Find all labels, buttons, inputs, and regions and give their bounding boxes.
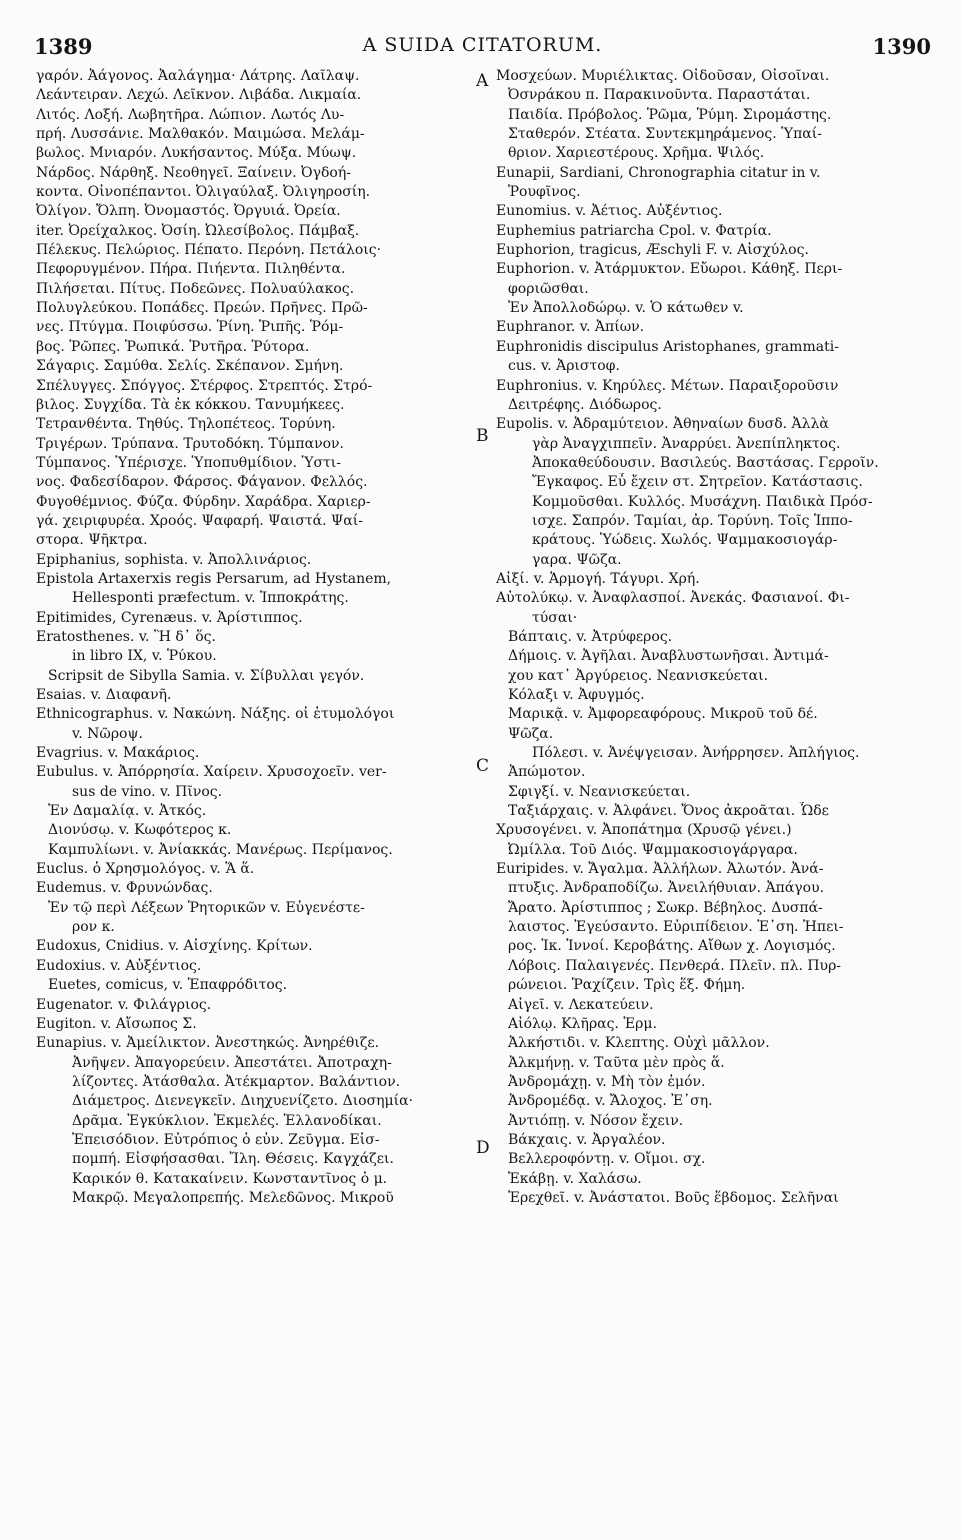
text-line: κράτους. Ὑώδεις. Χωλός. Ψαμμακοσιογάρ- (532, 532, 838, 549)
text-line: γαρόν. Ἀάγονος. Ἀαλάγημα· Λάτρης. Λαῖλαψ. (36, 68, 360, 84)
text-line: κοντα. Οἰνοπέπαντοι. Ὀλιγαύλαξ. Ὀλιγηροσίη. (36, 184, 371, 201)
text-line: Αὐτολύκῳ. v. Ἀναφλασποί. Ἀνεκάς. Φασιανοί. Φι- (496, 590, 850, 607)
text-line: Ἀνῆψεν. Ἀπαγορεύειν. Ἀπεστάτει. Ἀποτραχη- (72, 1054, 392, 1071)
text-line: Epistola Artaxerxis regis Persarum, ad Hystanem, (36, 570, 392, 587)
text-line: Πέλεκυς. Πελώριος. Πέπατο. Περόνη. Πετάλοις· (36, 242, 382, 259)
text-line: Eunapius. v. Ἀμείλικτον. Ἀνεστηκώς. Ἀνηρέθιζε. (36, 1035, 380, 1052)
text-line: Ἀπώμοτον. (508, 764, 586, 781)
text-line: Σταθερόν. Στέατα. Συντεκμηράμενος. Ὑπαί- (508, 126, 822, 143)
text-line: λαιστος. Ἐγεύσαντο. Εὐριπίδειον. Ἐ᾽ση. Ἠπει- (508, 919, 844, 936)
text-line: Ψῶζα. (508, 725, 554, 742)
text-line: Ῥουφῖνος. (508, 184, 581, 201)
text-line: Ἐπεισόδιον. Εὐτρόπιος ὁ εὐν. Ζεῦγμα. Εἰσ- (72, 1131, 380, 1148)
text-line: Euclus. ὁ Χρησμολόγος. v. Ἅ ἅ. (36, 861, 255, 878)
text-line: Ὀλίγον. Ὄλπη. Ὀνομαστός. Ὀργυιά. Ὀρεία. (36, 203, 341, 220)
text-line: Ἀλκήστιδι. v. Κλεπτης. Οὐχὶ μᾶλλον. (508, 1035, 770, 1052)
running-title: A SUIDA CITATORUM. (362, 34, 603, 56)
text-line: τύσαι· (532, 609, 578, 626)
text-line: Epitimides, Cyrenæus. v. Ἀρίστιππος. (36, 609, 303, 626)
text-line: iter. Ὀρείχαλκος. Ὀσίη. Ὠλεσίβολος. Πάμβαξ. (36, 222, 360, 239)
text-line: πομπή. Εἰσφήσασθαι. Ἴλη. Θέσεις. Καγχάζει. (72, 1151, 394, 1168)
right-column (496, 67, 933, 1208)
text-line: Αἰγεῖ. v. Λεκατεύειν. (508, 996, 654, 1013)
text-line: πτυξις. Ἀνδραποδίζω. Ἀνειλήθυιαν. Ἀπάγου. (508, 880, 825, 897)
text-line: Evagrius. v. Μακάριος. (36, 745, 200, 762)
text-line: Euphemius patriarcha Cpol. v. Φατρία. (496, 222, 772, 239)
text-line: γά. χειριφυρέα. Χροός. Ψαφαρή. Ψαιστά. Ψαί- (36, 512, 363, 529)
left-column (36, 67, 469, 1208)
text-line: Τριγέρων. Τρύπανα. Τρυτοδόκη. Τύμπανον. (36, 435, 344, 452)
text-line: Hellesponti præfectum. v. Ἱπποκράτης. (72, 590, 349, 607)
text-line: Euphranor. v. Ἀπίων. (496, 319, 645, 336)
text-line: Καρικόν θ. Κατακαίνειν. Κωνσταντῖνος ὁ μ. (72, 1170, 388, 1187)
text-line: Καμπυλίωνι. v. Ἀνίακκάς. Μανέρως. Περίμανος. (48, 841, 393, 858)
text-line: cus. v. Ἀριστοφ. (508, 358, 620, 375)
text-line: Τετρανθέντα. Τηθύς. Τηλοπέτεος. Τορύνη. (36, 416, 336, 433)
text-line: Δρᾶμα. Ἐγκύκλιον. Ἐκμελές. Ἑλλανοδίκαι. (72, 1112, 382, 1129)
text-line: βωλος. Μνιαρόν. Λυκήσαντος. Μύξα. Μύωψ. (36, 145, 357, 162)
text-line: ισχε. Σαπρόν. Ταμίαι, ἀρ. Τορύνη. Τοῖς Ἱππο- (532, 512, 853, 529)
text-line: Eudoxius. v. Αὐξέντιος. (36, 957, 202, 974)
text-line: Βάπταις. v. Ἀτρύφερος. (508, 628, 673, 645)
text-line: ρον κ. (72, 919, 115, 936)
text-line: Βάκχαις. v. Ἀργαλέον. (508, 1131, 666, 1148)
text-line: Eunapii, Sardiani, Chronographia citatur in v. (496, 164, 821, 181)
text-line: γὰρ Ἀναγχιππεῖν. Ἀναρρύει. Ἀνεπίπληκτος. (532, 435, 841, 452)
text-line: sus de vino. v. Πῖνος. (72, 783, 223, 800)
text-line: Eugiton. v. Αἴσωπος Σ. (36, 1015, 197, 1032)
text-line: Παιδία. Πρόβολος. Ῥῶμα, Ῥύμη. Σιρομάστης. (508, 106, 832, 123)
text-line: Eunomius. v. Ἀέτιος. Αὐξέντιος. (496, 203, 723, 220)
text-line: Euetes, comicus, v. Ἐπαφρόδιτος. (48, 977, 288, 994)
text-line: Νάρδος. Νάρθηξ. Νεοθηγεῖ. Ξαίνειν. Ὀγδοή- (36, 164, 351, 181)
text-line: Euphorion, tragicus, Æschyli F. v. Αἰσχύλος. (496, 242, 809, 259)
page-header (34, 34, 931, 60)
text-line: ρος. Ἱκ. Ἰννοί. Κεροβάτης. Αἴθων χ. Λογισμός. (508, 938, 836, 955)
text-line: φοριῶσθαι. (508, 280, 589, 297)
text-line: Ἐν Δαμαλίᾳ. v. Ἀτκός. (48, 803, 207, 820)
text-line: χου κατ᾽ Ἀργύρειος. Νεανισκεύεται. (508, 667, 769, 684)
text-line: Μοσχεύων. Μυριέλικτας. Οἰδοῦσαν, Οἰσοῖναι. (496, 68, 830, 84)
text-line: Μαρικᾷ. v. Ἀμφορεαφόρους. Μικροῦ τοῦ δέ. (508, 706, 818, 723)
text-line: Ἀνδρομέδᾳ. v. Ἄλοχος. Ἐ᾽ση. (508, 1093, 713, 1110)
text-line: Scripsit de Sibylla Samia. v. Σίβυλλαι γεγόν. (48, 667, 365, 684)
text-line: πρή. Λυσσάνιε. Μαλθακόν. Μαιμώσα. Μελάμ- (36, 126, 365, 143)
text-line: βος. Ῥῶπες. Ῥωπικά. Ῥυτῆρα. Ῥύτορα. (36, 338, 310, 355)
text-line: Ἐν τῷ περὶ Λέξεων Ῥητορικῶν v. Εὐγενέστε- (48, 899, 365, 916)
text-line: v. Νῶροψ. (72, 725, 143, 742)
text-line: Βελλεροφόντῃ. v. Οἴμοι. σχ. (508, 1151, 706, 1168)
text-line: Euripides. v. Ἄγαλμα. Ἀλλήλων. Ἀλωτόν. Ἀνά- (496, 861, 824, 878)
text-line: Δήμοις. v. Ἀγῆλαι. Ἀναβλυστωνῆσαι. Ἀντιμά- (508, 648, 829, 665)
text-line: γαρα. Ψῶζα. (532, 551, 622, 568)
page-number-right: 1390 (872, 34, 931, 59)
text-line: Διονύσῳ. v. Κωφότερος κ. (48, 822, 232, 839)
text-line: Euphronidis discipulus Aristophanes, grammati- (496, 338, 839, 355)
text-line: Ἀντιόπῃ. v. Νόσον ἔχειν. (508, 1112, 684, 1129)
text-line: Πεφορυγμένον. Πήρα. Πιήεντα. Πιληθέντα. (36, 261, 346, 278)
text-line: Χρυσογένει. v. Ἀποπάτημα (Χρυσῷ γένει.) (496, 822, 792, 839)
text-line: Ἀλκμήνῃ. v. Ταῦτα μὲν πρὸς ἅ. (508, 1054, 725, 1071)
text-line: Σάγαρις. Σαμύθα. Σελίς. Σκέπανον. Σμήνη. (36, 358, 344, 375)
text-line: Euphorion. v. Ἀτάρμυκτον. Εὔωροι. Κάθηξ. Περι- (496, 261, 843, 278)
text-line: Αἰόλῳ. Κλῆρας. Ἑρμ. (508, 1015, 657, 1032)
text-line: Epiphanius, sophista. v. Ἀπολλινάριος. (36, 551, 312, 568)
text-line: Λιτός. Λοξή. Λωβητῆρα. Λώπιον. Λωτός Λυ- (36, 106, 345, 123)
text-line: Ἀνδρομάχῃ. v. Μὴ τὸν ἐμόν. (508, 1073, 706, 1090)
text-line: Σφιγξί. v. Νεανισκεύεται. (508, 783, 691, 800)
text-line: Κόλαξι v. Ἀφυγμός. (508, 687, 645, 703)
text-line: Λόβοις. Παλαιγενές. Πενθερά. Πλεῖν. πλ. Πυρ- (508, 957, 842, 974)
text-line: Ταξιάρχαις. v. Ἀλφάνει. Ὄνος ἀκροᾶται. Ὧδε (508, 803, 829, 820)
text-line: Ethnicographus. v. Νακώνη. Νάξης. οἱ ἐτυμολόγοι (36, 706, 395, 723)
section-marker-d: D (476, 1138, 490, 1158)
text-line: Ἑκάβῃ. v. Χαλάσω. (508, 1170, 642, 1187)
text-line: Ὠμίλλα. Τοῦ Διός. Ψαμμακοσιογάργαρα. (508, 841, 798, 858)
text-line: Eratosthenes. v. Ἢ δ᾽ ὅς. (36, 628, 216, 645)
text-line: βιλος. Συγχίδα. Τὰ ἐκ κόκκου. Τανυμήκεες. (36, 396, 345, 413)
text-line: Διάμετρος. Διενεγκεῖν. Διηχυενίζετο. Διοσημία· (72, 1093, 414, 1110)
text-line: Eudemus. v. Φρυνώνδας. (36, 880, 213, 897)
text-line: θριον. Χαριεστέρους. Χρῆμα. Ψιλός. (508, 145, 765, 162)
section-marker-c: C (476, 756, 490, 776)
text-line: Σπέλυγγες. Σπόγγος. Στέρφος. Στρεπτός. Στρό- (36, 377, 373, 394)
text-line: Eupolis. v. Ἀδραμύτειον. Ἀθηναίων δυσδ. Ἀλλὰ (496, 416, 829, 433)
text-line: Δειτρέφης. Διόδωρος. (508, 396, 662, 413)
text-line: in libro IX, v. Ῥύκου. (72, 648, 217, 665)
text-line: νος. Φαδεσίδαρον. Φάρσος. Φάγανον. Φελλός. (36, 474, 368, 491)
text-line: στορα. Ψῆκτρα. (36, 532, 148, 549)
text-line: Πόλεσι. v. Ἀνέψγεισαν. Ἀνήρρησεν. Ἀπλήγιος. (532, 745, 860, 762)
text-line: Λεάντειραν. Λεχώ. Λεῖκνον. Λιβάδα. Λικμαία. (36, 87, 362, 104)
text-line: Τύμπανος. Ὑπέρισχε. Ὑποπυθμίδιον. Ὑστι- (36, 454, 342, 471)
text-line: Ἐρεχθεῖ. v. Ἀνάστατοι. Βοῦς ἕβδομος. Σελῆναι (508, 1189, 839, 1206)
text-line: Πιλήσεται. Πίτυς. Ποδεῶνες. Πολυαύλακος. (36, 280, 355, 297)
text-line: Ἄρατο. Ἀρίστιππος ; Σωκρ. Βέβηλος. Δυσπά- (508, 899, 823, 916)
section-marker-b: B (476, 426, 489, 446)
text-line: Eubulus. v. Ἀπόρρησία. Χαίρειν. Χρυσοχοεῖν. ver- (36, 764, 387, 781)
text-line: Eugenator. v. Φιλάγριος. (36, 996, 212, 1013)
text-line: Ἀποκαθεύδουσιν. Βασιλεύς. Βαστάσας. Γερροῖν. (532, 454, 879, 471)
text-line: ρώνειοι. Ῥαχίζειν. Τρὶς ἕξ. Φήμη. (508, 977, 746, 994)
text-line: Φυγοθέμνιος. Φύζα. Φύρδην. Χαράδρα. Χαριερ- (36, 493, 371, 510)
text-line: Μακρῷ. Μεγαλοπρεπής. Μελεδῶνος. Μικροῦ (72, 1189, 394, 1206)
text-line: Αἰξί. v. Ἁρμογή. Τάγυρι. Χρή. (496, 570, 700, 587)
text-line: Ἐν Ἀπολλοδώρῳ. v. Ὁ κάτωθεν v. (508, 300, 744, 317)
page-number-left: 1389 (34, 34, 93, 59)
text-line: Κομμοῦσθαι. Κυλλός. Μυσάχνη. Παιδικὰ Πρόσ- (532, 493, 873, 510)
text-line: Ὀσνράκου π. Παρακινοῦντα. Παραστάται. (508, 87, 811, 104)
section-marker-a: A (476, 71, 489, 91)
text-line: Eudoxus, Cnidius. v. Αἰσχίνης. Κρίτων. (36, 938, 313, 955)
text-line: Esaias. v. Διαφανῆ. (36, 687, 172, 703)
text-line: Πολυγλεύκου. Ποπάδες. Πρεών. Πρῆνες. Πρῶ- (36, 300, 368, 317)
text-line: Ἔγκαφος. Εὖ ἔχειν στ. Σητρεῖον. Κατάστασις. (532, 474, 863, 491)
text-line: Euphronius. v. Κηρύλες. Μέτων. Παραιξοροῦσιν (496, 377, 839, 394)
text-line: νες. Πτύγμα. Ποιφύσσω. Ῥίνη. Ῥιπῆς. Ῥόμ- (36, 319, 344, 336)
text-line: λίζοντες. Ἀτάσθαλα. Ἀτέκμαρτον. Βαλάντιον. (72, 1073, 401, 1090)
